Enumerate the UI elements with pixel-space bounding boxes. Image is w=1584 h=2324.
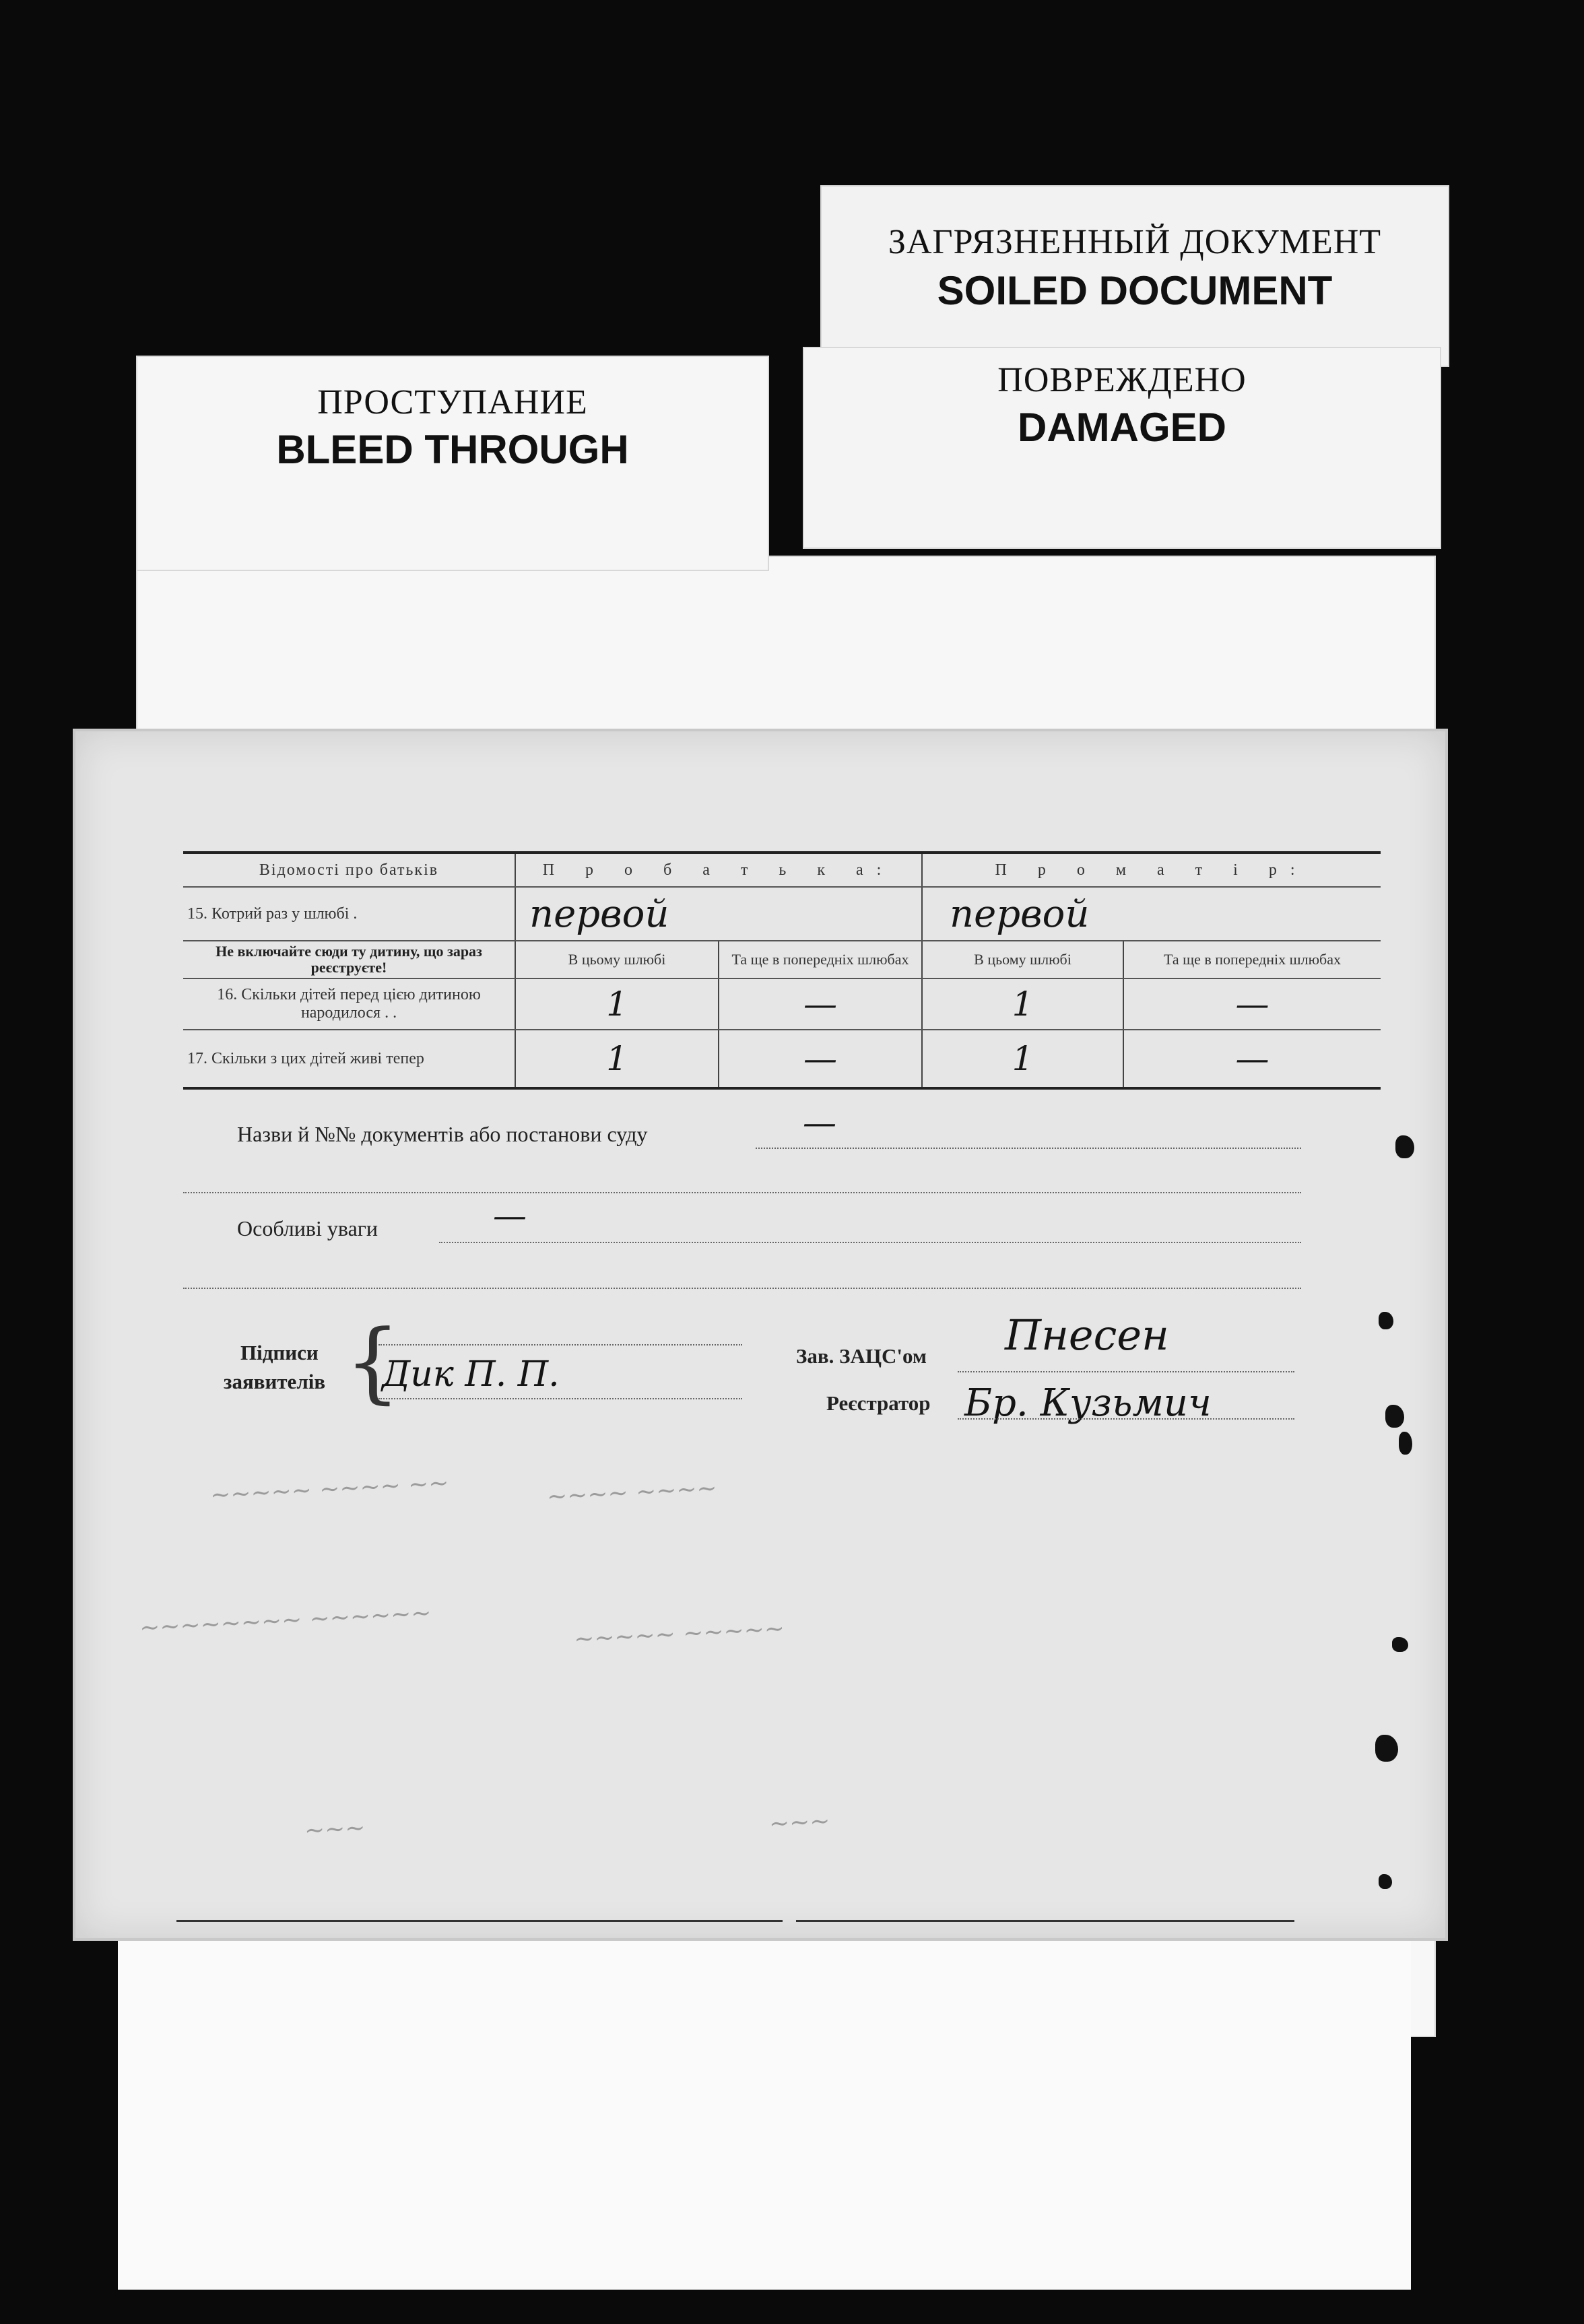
registrar-signature: Бр. Кузьмич: [964, 1381, 1212, 1425]
row-16-mother-prev: —: [1235, 985, 1269, 1024]
signature-dotted-line-2: [378, 1398, 742, 1399]
row-16-children-born: [183, 978, 1381, 1030]
registrar-label: Реєстратор: [826, 1391, 931, 1415]
head-dotted-line: [958, 1371, 1294, 1372]
row-15-mother-value: первой: [950, 892, 1090, 936]
row-17-father-prev: —: [803, 1039, 837, 1078]
bleed-through-ghost-text: ~~~~ ~~~~: [546, 1474, 718, 1511]
torn-edge-mark: [1399, 1432, 1412, 1455]
row-15-father-value: первой: [529, 892, 669, 936]
torn-edge-mark: [1375, 1735, 1398, 1762]
bleed-through-ghost-text: ~~~: [303, 1814, 366, 1845]
row-17-children-alive: [183, 1030, 1381, 1088]
notes-dotted-line: [439, 1242, 1301, 1243]
torn-edge-mark: [1379, 1874, 1392, 1889]
applicant-signature: Дик П. П.: [382, 1354, 560, 1395]
head-label: Зав. ЗАЦС'ом: [796, 1344, 927, 1368]
bleed-through-card: [136, 356, 769, 571]
bleed-label-ru: ПРОСТУПАНИЕ: [317, 383, 588, 422]
documents-label: Назви й №№ документів або постанови суду: [237, 1122, 648, 1146]
damaged-label-en: DAMAGED: [1018, 405, 1226, 450]
table-header-row: [183, 853, 1381, 887]
damaged-card: [803, 347, 1441, 549]
children-subheader-row: [183, 941, 1381, 978]
row-17-label: 17. Скільки з цих дітей живі тепер: [183, 1030, 515, 1088]
signature-dotted-line: [378, 1344, 742, 1346]
signatures-label-line2: заявителів: [224, 1370, 326, 1393]
exclude-child-note: Не включайте сюди ту дитину, що зараз реєструєте!: [183, 941, 515, 978]
bottom-rule-right: [796, 1920, 1294, 1922]
notes-value: —: [493, 1196, 527, 1235]
parents-info-table: [183, 851, 1381, 1090]
header-parents-info: Відомості про батьків: [183, 853, 515, 887]
bleed-through-ghost-text: ~~~~~~~~ ~~~~~~: [139, 1599, 432, 1642]
head-signature: Пнесен: [1005, 1310, 1169, 1360]
mother-previous-marriages-header: Та ще в попередніх шлюбах: [1123, 941, 1381, 978]
header-father: П р о б а т ь к а:: [515, 853, 922, 887]
row-17-mother-prev: —: [1235, 1039, 1269, 1078]
registrar-dotted-line: [958, 1418, 1294, 1420]
signatures-brace: {: [345, 1310, 401, 1413]
row-15-label: 15. Котрий раз у шлюбі .: [183, 887, 515, 941]
documents-dotted-line-2: [183, 1192, 1301, 1193]
documents-value: —: [803, 1103, 836, 1142]
torn-edge-mark: [1392, 1637, 1408, 1652]
damaged-label-ru: ПОВРЕЖДЕНО: [997, 361, 1247, 399]
header-mother: П р о м а т і р:: [922, 853, 1381, 887]
row-16-label: 16. Скільки дітей перед цією дитиною народилося . .: [183, 978, 515, 1030]
torn-edge-mark: [1395, 1135, 1414, 1158]
bleed-label-en: BLEED THROUGH: [276, 427, 629, 472]
bleed-through-ghost-text: ~~~: [768, 1807, 831, 1838]
father-this-marriage-header: В цьому шлюбі: [515, 941, 719, 978]
torn-edge-mark: [1379, 1312, 1393, 1329]
soiled-label-ru: ЗАГРЯЗНЕННЫЙ ДОКУМЕНТ: [888, 223, 1382, 261]
bleed-through-ghost-text: ~~~~~ ~~~~ ~~: [209, 1469, 450, 1510]
bottom-backing-sheet: [118, 1939, 1411, 2290]
signatures-label-line1: Підписи: [240, 1341, 319, 1364]
row-16-mother-this: 1: [1012, 985, 1034, 1024]
soiled-label-en: SOILED DOCUMENT: [937, 268, 1333, 313]
row-17-father-this: 1: [606, 1039, 628, 1078]
torn-edge-mark: [1385, 1405, 1404, 1428]
mother-this-marriage-header: В цьому шлюбі: [922, 941, 1123, 978]
row-16-father-this: 1: [606, 985, 628, 1024]
notes-label: Особливі уваги: [237, 1216, 378, 1240]
row-17-mother-this: 1: [1012, 1039, 1034, 1078]
father-previous-marriages-header: Та ще в попередніх шлюбах: [719, 941, 922, 978]
bleed-through-ghost-text: ~~~~~ ~~~~~: [573, 1614, 785, 1654]
soiled-document-card: [820, 185, 1449, 367]
bottom-rule-left: [176, 1920, 783, 1922]
documents-dotted-line: [756, 1148, 1301, 1149]
row-16-father-prev: —: [803, 985, 837, 1024]
registration-form: [73, 729, 1448, 1941]
row-15-marriage-number: [183, 887, 1381, 941]
notes-dotted-line-2: [183, 1288, 1301, 1289]
